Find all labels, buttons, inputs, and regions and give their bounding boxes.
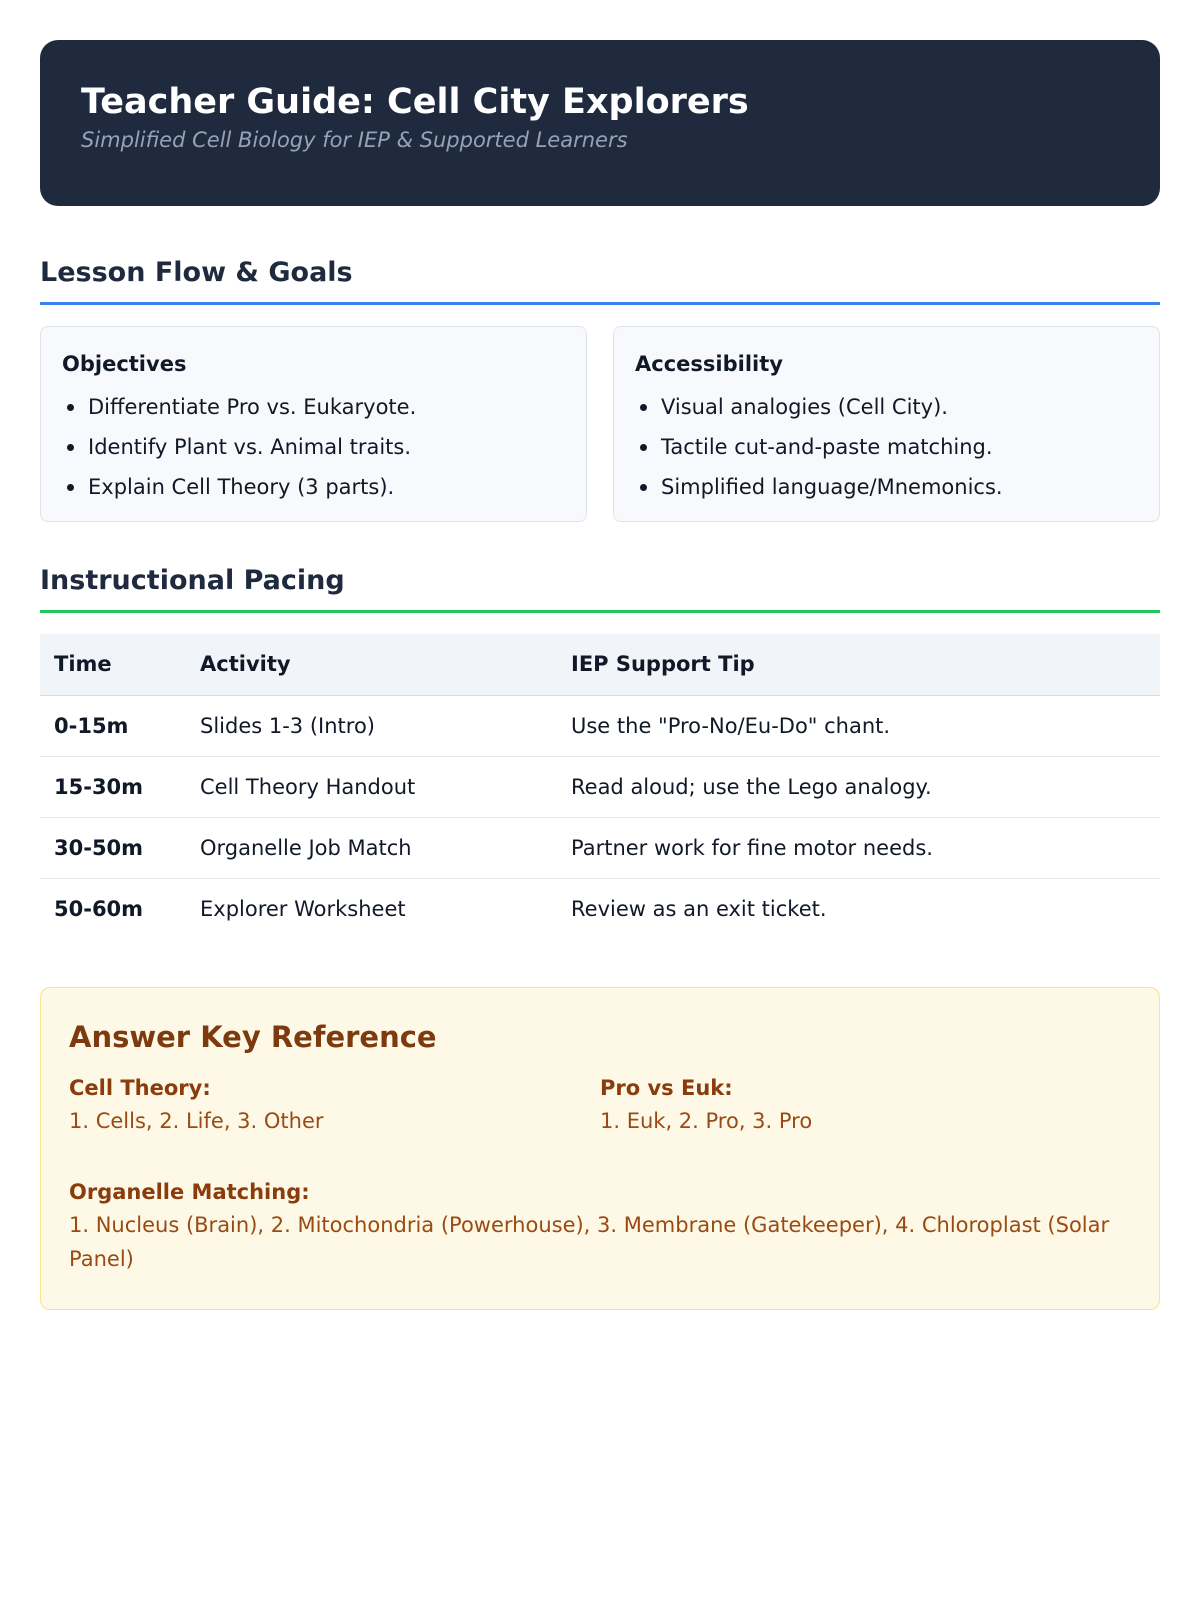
time-cell: 30-50m [54, 835, 144, 860]
lesson-flow-heading: Lesson Flow & Goals [40, 256, 1160, 305]
page-title: Teacher Guide: Cell City Explorers [81, 82, 749, 122]
cell-theory-answers [69, 1072, 600, 1138]
cell-theory-text: 1. Cells, 2. Life, 3. Other [69, 1109, 324, 1133]
organelle-text: 1. Nucleus (Brain), 2. Mitochondria (Powerhouse), 3. Membrane (Gatekeeper), 4. Chloroplast (Solar Panel) [69, 1213, 1110, 1271]
table-row [40, 817, 1160, 878]
objectives-title: Objectives [62, 352, 187, 376]
list-item: Tactile cut-and-paste matching. [661, 427, 1138, 467]
organelle-answers [69, 1176, 1131, 1276]
tip-cell: Partner work for fine motor needs. [571, 835, 933, 860]
tip-cell: Review as an exit ticket. [571, 896, 827, 921]
accessibility-list [635, 387, 1138, 507]
answer-key-title: Answer Key Reference [69, 1020, 437, 1054]
activity-cell: Cell Theory Handout [200, 774, 416, 799]
column-header-time: Time [40, 634, 186, 695]
pro-vs-euk-text: 1. Euk, 2. Pro, 3. Pro [600, 1109, 813, 1133]
list-item: Explain Cell Theory (3 parts). [88, 467, 565, 507]
pacing-table [40, 634, 1160, 939]
pro-vs-euk-answers [600, 1072, 1131, 1138]
pacing-heading: Instructional Pacing [40, 564, 1160, 613]
column-header-tip: IEP Support Tip [557, 634, 1160, 695]
table-row [40, 695, 1160, 756]
activity-cell: Organelle Job Match [200, 835, 412, 860]
pro-vs-euk-label: Pro vs Euk: [600, 1076, 733, 1100]
list-item: Visual analogies (Cell City). [661, 387, 1138, 427]
tip-cell: Read aloud; use the Lego analogy. [571, 774, 932, 799]
header-banner [40, 40, 1160, 206]
time-cell: 0-15m [54, 713, 129, 738]
time-cell: 15-30m [54, 774, 144, 799]
list-item: Simplified language/Mnemonics. [661, 467, 1138, 507]
organelle-label: Organelle Matching: [69, 1180, 310, 1204]
list-item: Identify Plant vs. Animal traits. [88, 427, 565, 467]
list-item: Differentiate Pro vs. Eukaryote. [88, 387, 565, 427]
objectives-list [62, 387, 565, 507]
table-header-row [40, 634, 1160, 695]
cell-theory-label: Cell Theory: [69, 1076, 211, 1100]
accessibility-title: Accessibility [635, 352, 783, 376]
teacher-guide-page [40, 40, 1160, 1310]
accessibility-card [613, 326, 1160, 522]
answer-key-box [40, 987, 1160, 1310]
activity-cell: Slides 1-3 (Intro) [200, 713, 375, 738]
table-row [40, 756, 1160, 817]
page-subtitle: Simplified Cell Biology for IEP & Supported Learners [81, 128, 628, 152]
tip-cell: Use the "Pro-No/Eu-Do" chant. [571, 713, 891, 738]
objectives-card [40, 326, 587, 522]
column-header-activity: Activity [186, 634, 557, 695]
answer-key-grid [69, 1072, 1131, 1138]
time-cell: 50-60m [54, 896, 144, 921]
goals-cards [40, 326, 1160, 522]
activity-cell: Explorer Worksheet [200, 896, 406, 921]
table-row [40, 878, 1160, 939]
